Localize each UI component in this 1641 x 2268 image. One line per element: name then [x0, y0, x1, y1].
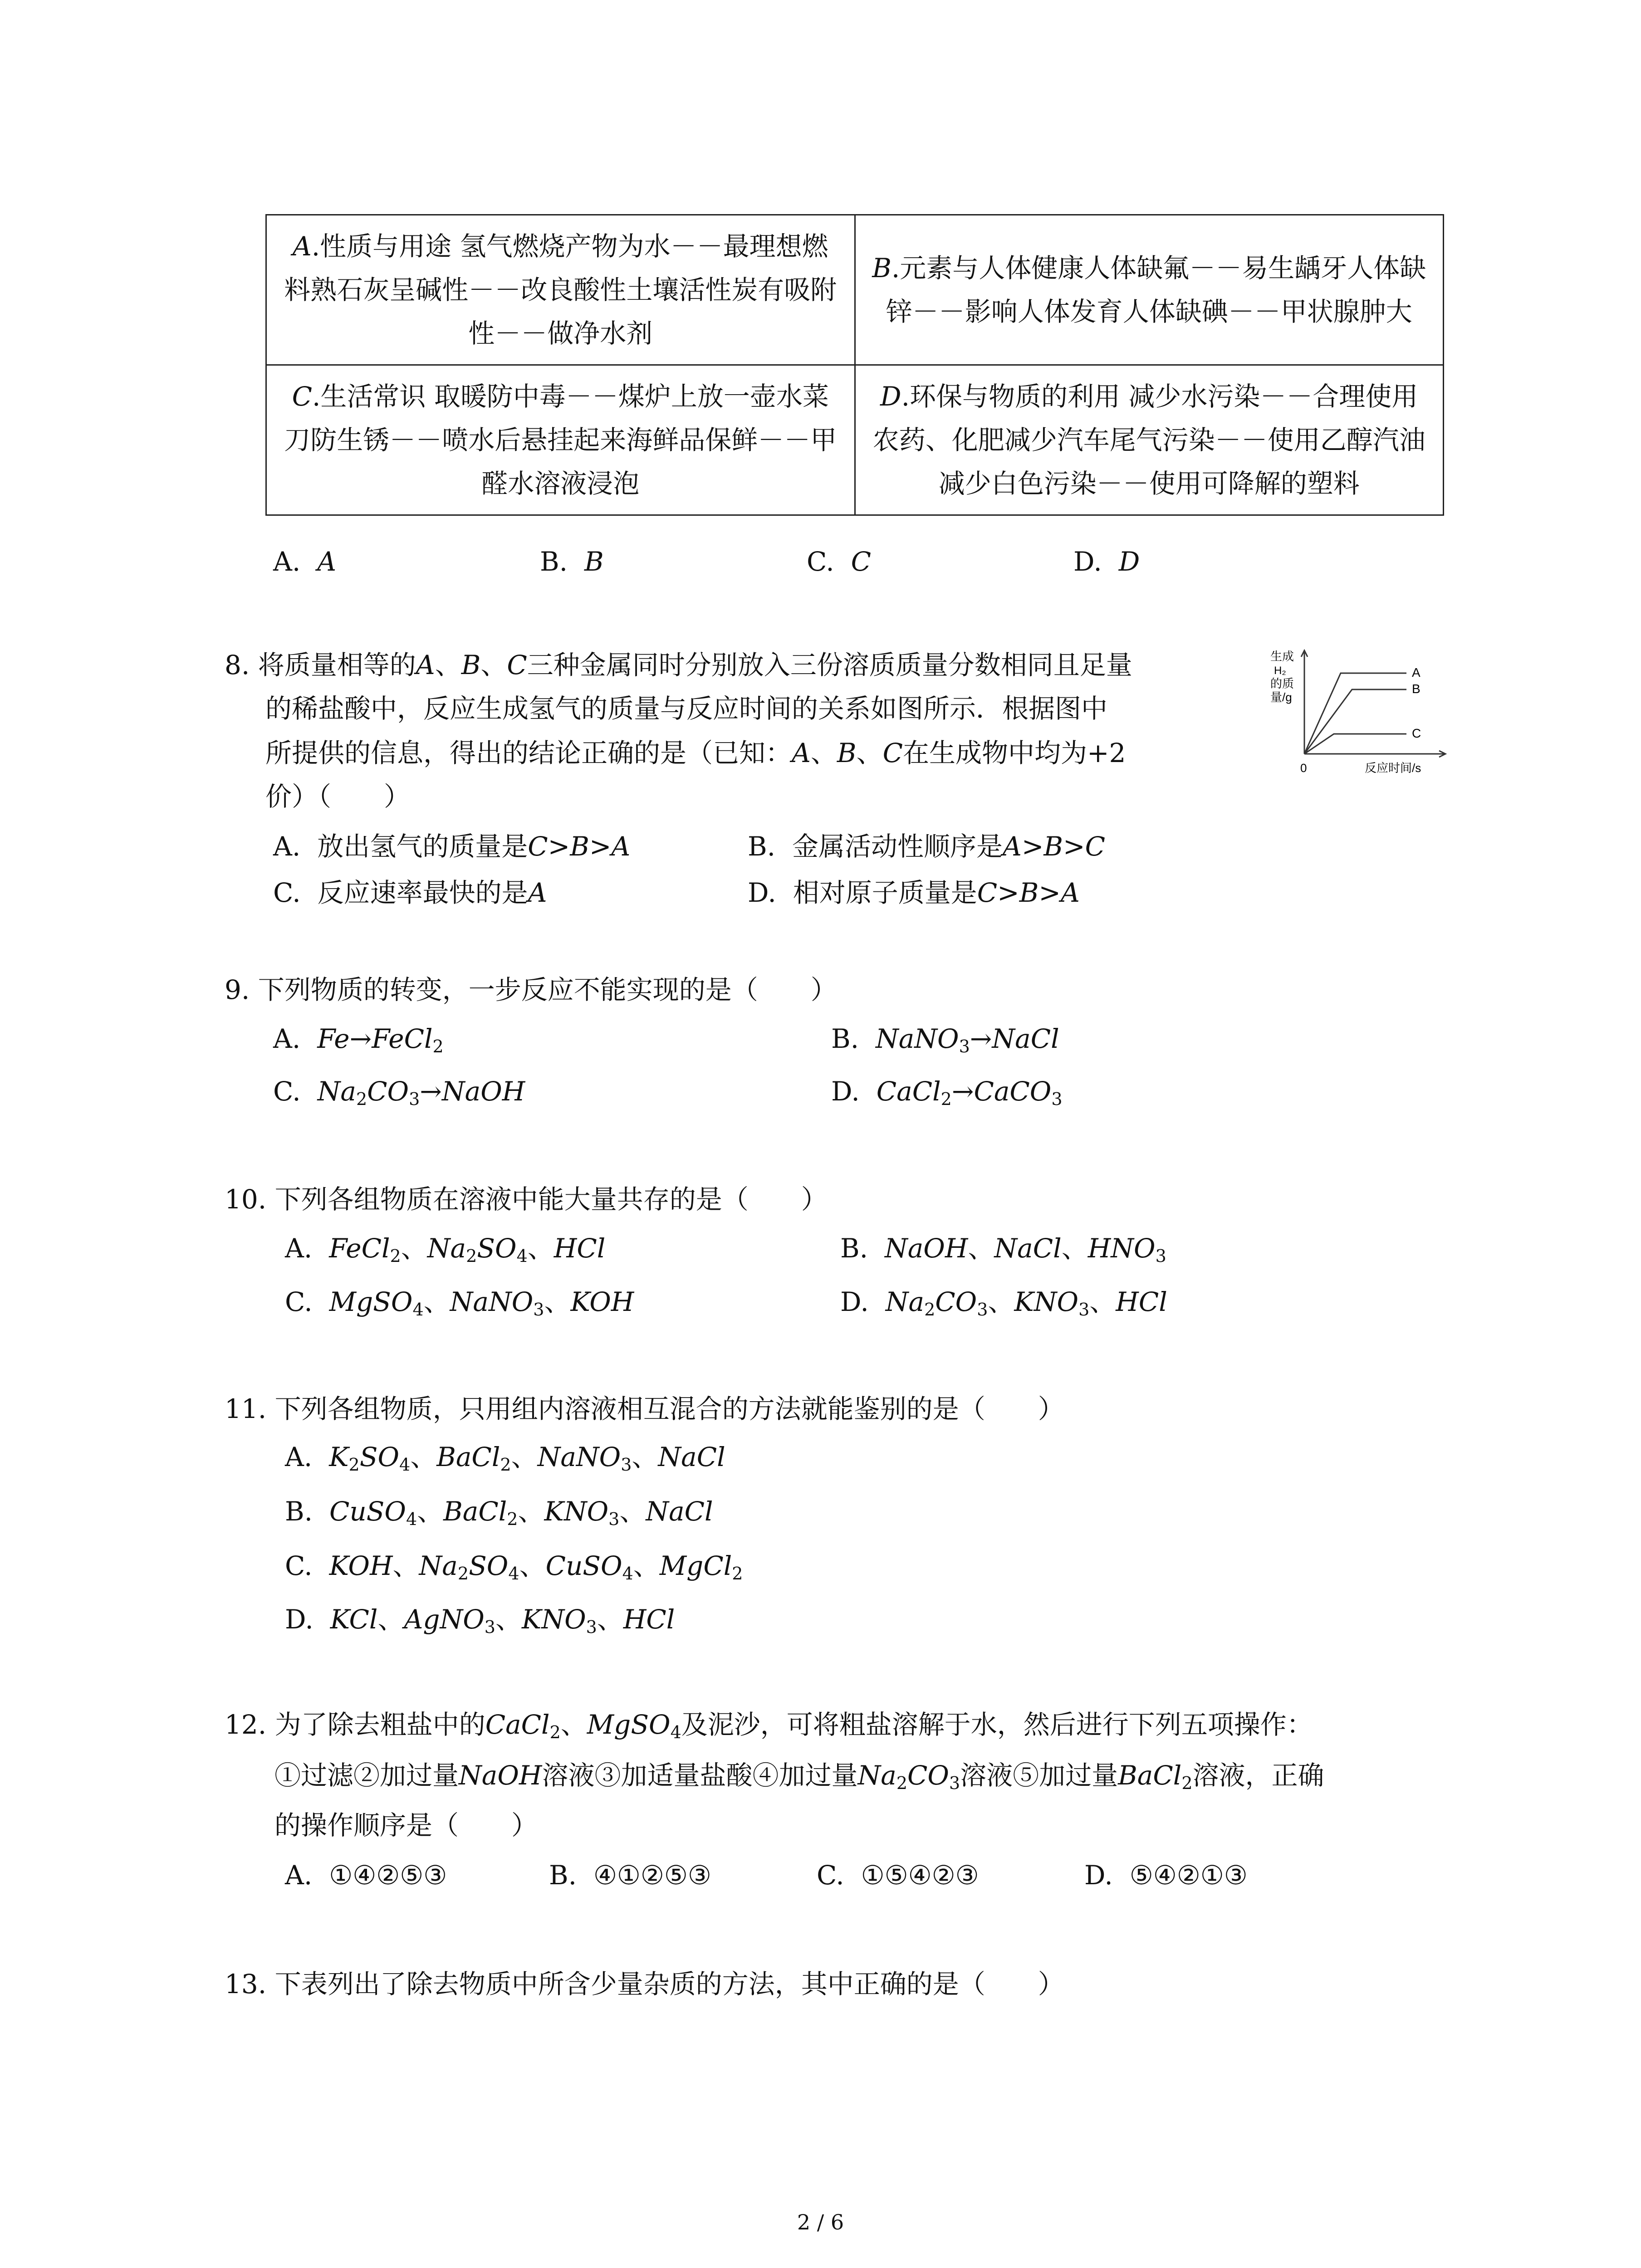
table-cell-a: A.性质与用途 氢气燃烧产物为水－－最理想燃料熟石灰呈碱性－－改良酸性土壤活性炭有吸附性－－做净水剂 [266, 215, 855, 365]
q13-stem: 13. 下表列出了除去物质中所含少量杂质的方法，其中正确的是（ ） [225, 1969, 1064, 1999]
q9-stem: 9. 下列物质的转变，一步反应不能实现的是（ ） [225, 974, 837, 1005]
q7-knowledge-table [265, 214, 1444, 516]
q10-stem: 10. 下列各组物质在溶液中能大量共存的是（ ） [225, 1184, 828, 1215]
graph-xlabel: 反应时间/s [1365, 761, 1421, 775]
table-cell-d: D.环保与物质的利用 减少水污染－－合理使用农药、化肥减少汽车尾气污染－－使用乙醇汽油 减少白色污染－－使用可降解的塑料 [855, 365, 1444, 515]
q12-option-a[interactable]: A. ①④②⑤③ [285, 1860, 447, 1891]
graph-ylabel-3: 的质 [1270, 677, 1294, 690]
q12-line-3: 的操作顺序是（ ） [274, 1810, 538, 1841]
q8-line-3: 所提供的信息，得出的结论正确的是（已知：A、B、C在生成物中均为+2 [265, 738, 1126, 768]
q8-option-a[interactable]: A. 放出氢气的质量是C>B>A [273, 831, 631, 862]
graph-ylabel-4: 量/g [1270, 690, 1292, 704]
q12-line-2: ①过滤②加过量NaOH溶液③加适量盐酸④加过量$Na_2CO_3$溶液⑤加过量BaCl$_2$溶液，正确 [274, 1760, 1324, 1793]
q11-stem: 11. 下列各组物质，只用组内溶液相互混合的方法就能鉴别的是（ ） [225, 1393, 1064, 1424]
q9-option-a[interactable]: A. Fe→FeCl$_2$ [273, 1023, 444, 1056]
graph-label-c: C [1412, 726, 1421, 740]
graph-ylabel-1: 生成 [1270, 650, 1294, 663]
q8-option-b[interactable]: B. 金属活动性顺序是A>B>C [748, 831, 1106, 862]
q7-option-a[interactable]: A. A [273, 546, 337, 577]
q11-option-b[interactable]: B. CuSO$_4$、BaCl$_2$、$KNO_3$、NaCl [285, 1496, 713, 1529]
q9-option-b[interactable]: B. NaNO$_3$→NaCl [831, 1023, 1059, 1056]
q10-option-a[interactable]: A. FeCl$_2$、$Na_2SO_4$、HCl [285, 1233, 606, 1266]
table-cell-b: B.元素与人体健康人体缺氟－－易生龋牙人体缺锌－－影响人体发育人体缺碘－－甲状腺肿大 [855, 215, 1444, 365]
graph-curve-c [1304, 734, 1406, 754]
q11-option-d[interactable]: D. KCl、AgNO$_3$、$KNO_3$、HCl [285, 1604, 675, 1637]
q7-option-c[interactable]: C. C [807, 546, 872, 577]
q8-line-4: 价）（ ） [265, 781, 411, 812]
q7-option-b[interactable]: B. B [540, 546, 604, 577]
q10-option-c[interactable]: C. MgSO$_4$、NaNO$_3$、KOH [285, 1286, 634, 1320]
q10-option-d[interactable]: D. $Na_2CO_3$、$KNO_3$、HCl [840, 1286, 1167, 1320]
graph-label-a: A [1412, 665, 1421, 679]
q12-option-d[interactable]: D. ⑤④②①③ [1084, 1860, 1248, 1891]
q8-reaction-graph [1261, 644, 1452, 780]
page-number: 2 / 6 [797, 2210, 844, 2234]
graph-label-b: B [1412, 682, 1421, 696]
q11-option-c[interactable]: C. KOH、$Na_2SO_4$、CuSO$_4$、MgCl$_2$ [285, 1550, 743, 1584]
graph-curve-a [1304, 673, 1406, 754]
q12-line-1: 12. 为了除去粗盐中的CaCl$_2$、MgSO$_4$及泥沙，可将粗盐溶解于水，然后进行下列五项操作： [225, 1709, 1313, 1742]
table-cell-c: C.生活常识 取暖防中毒－－煤炉上放一壶水菜刀防生锈－－喷水后悬挂起来海鲜品保鲜－－甲醛水溶液浸泡 [266, 365, 855, 515]
q8-option-d[interactable]: D. 相对原子质量是C>B>A [748, 877, 1080, 908]
q9-option-c[interactable]: C. $Na_2CO_3\to NaOH$ [273, 1076, 525, 1109]
graph-ylabel-2: H₂ [1274, 665, 1286, 677]
q9-option-d[interactable]: D. CaCl$_2$→CaCO$_3$ [831, 1076, 1063, 1109]
q11-option-a[interactable]: A. $K_2SO_4$、BaCl$_2$、NaNO$_3$、NaCl [285, 1442, 725, 1475]
q8-option-c[interactable]: C. 反应速率最快的是A [273, 877, 547, 908]
q8-line-2: 的稀盐酸中，反应生成氢气的质量与反应时间的关系如图所示．根据图中 [265, 693, 1108, 724]
q10-option-b[interactable]: B. NaOH、NaCl、$HNO_3$ [840, 1233, 1166, 1266]
q12-option-b[interactable]: B. ④①②⑤③ [549, 1860, 711, 1891]
q7-option-d[interactable]: D. D [1073, 546, 1140, 577]
q8-line-1: 8. 将质量相等的A、B、C三种金属同时分别放入三份溶质质量分数相同且足量 [225, 650, 1132, 680]
graph-origin: 0 [1300, 761, 1307, 775]
q12-option-c[interactable]: C. ①⑤④②③ [817, 1860, 979, 1891]
